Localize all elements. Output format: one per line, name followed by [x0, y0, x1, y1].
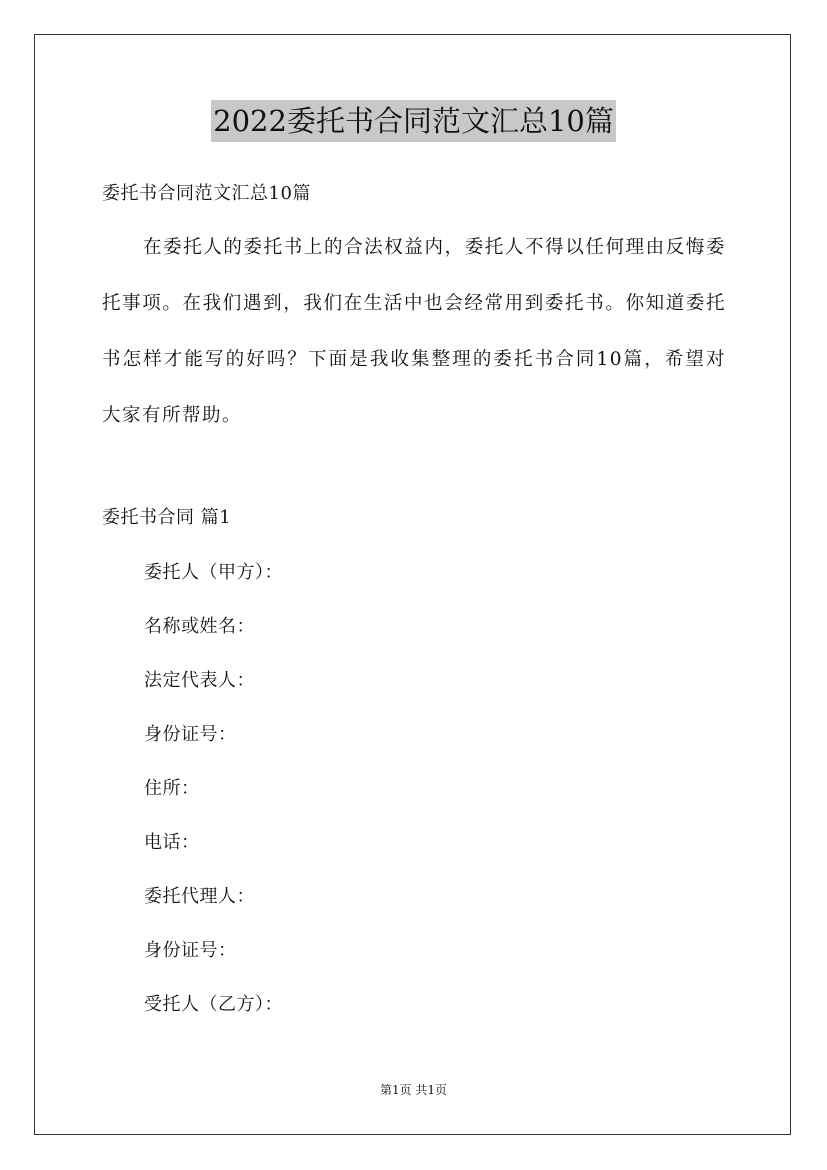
field-phone: 电话： — [144, 832, 200, 853]
field-agent: 委托代理人： — [144, 886, 255, 907]
field-principal: 委托人（甲方）： — [144, 562, 283, 583]
field-address: 住所： — [144, 778, 200, 799]
intro-paragraph: 在委托人的委托书上的合法权益内，委托人不得以任何理由反悔委托事项。在我们遇到，我们在生活中也会经常用到委托书。你知道委托书怎样才能写的好吗？下面是我收集整理的委托书合同10篇，希望对大家有所帮助。 — [102, 237, 726, 426]
field-agent-id-number: 身份证号： — [144, 940, 237, 961]
field-trustee: 受托人（乙方）： — [144, 994, 283, 1015]
field-legal-representative: 法定代表人： — [144, 670, 255, 691]
title-container — [0, 100, 827, 142]
page-footer: 第1页 共1页 — [379, 1083, 448, 1097]
document-title: 2022委托书合同范文汇总10篇 — [211, 100, 616, 142]
field-name: 名称或姓名： — [144, 616, 255, 637]
section-heading: 委托书合同 篇1 — [102, 507, 232, 528]
document-subtitle: 委托书合同范文汇总10篇 — [102, 183, 311, 204]
field-id-number: 身份证号： — [144, 724, 237, 745]
